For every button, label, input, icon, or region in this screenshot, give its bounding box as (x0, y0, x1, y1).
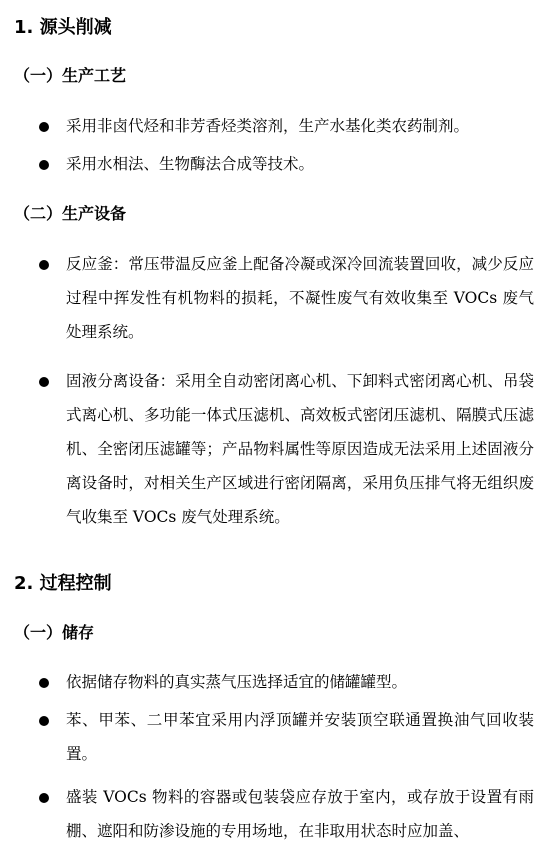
subsection-heading-storage: （一）储存 (14, 623, 95, 642)
bullet-icon (39, 716, 49, 726)
list-item-text: 采用水相法、生物酶法合成等技术。 (66, 155, 315, 173)
subsection-heading-production-equipment: （二）生产设备 (14, 204, 127, 223)
bullet-icon (39, 122, 49, 132)
bullet-icon (39, 260, 49, 270)
list-item-text: 苯、甲苯、二甲苯宜采用内浮顶罐并安装顶空联通置换油气回收装置。 (66, 711, 534, 763)
list-item-text: 固液分离设备：采用全自动密闭离心机、下卸料式密闭离心机、吊袋式离心机、多功能一体式压滤机、高效板式密闭压滤机、隔膜式压滤机、全密闭压滤罐等；产品物料属性等原因造成无法采用上述固液分离设备时，对相关生产区域进行密闭隔离，采用负压排气将无组织废气收集至 VOCs 废气处理系统。 (66, 372, 534, 526)
list-item-text: 反应釜：常压带温反应釜上配备冷凝或深冷回流装置回收，减少反应过程中挥发性有机物料的损耗，不凝性废气有效收集至 VOCs 废气处理系统。 (66, 255, 534, 341)
bullet-icon (39, 377, 49, 387)
bullet-icon (39, 793, 49, 803)
list-item-text: 依据储存物料的真实蒸气压选择适宜的储罐罐型。 (66, 673, 408, 691)
section-heading-process-control: 2. 过程控制 (14, 573, 112, 594)
section-heading-source-reduction: 1. 源头削减 (14, 17, 112, 38)
subsection-heading-production-process: （一）生产工艺 (14, 66, 127, 85)
list-item-text: 采用非卤代烃和非芳香烃类溶剂，生产水基化类农药制剂。 (66, 117, 470, 135)
list-item-text: 盛装 VOCs 物料的容器或包装袋应存放于室内，或存放于设置有雨棚、遮阳和防渗设施的专用场地，在非取用状态时应加盖、 (66, 788, 534, 840)
bullet-icon (39, 160, 49, 170)
bullet-icon (39, 678, 49, 688)
